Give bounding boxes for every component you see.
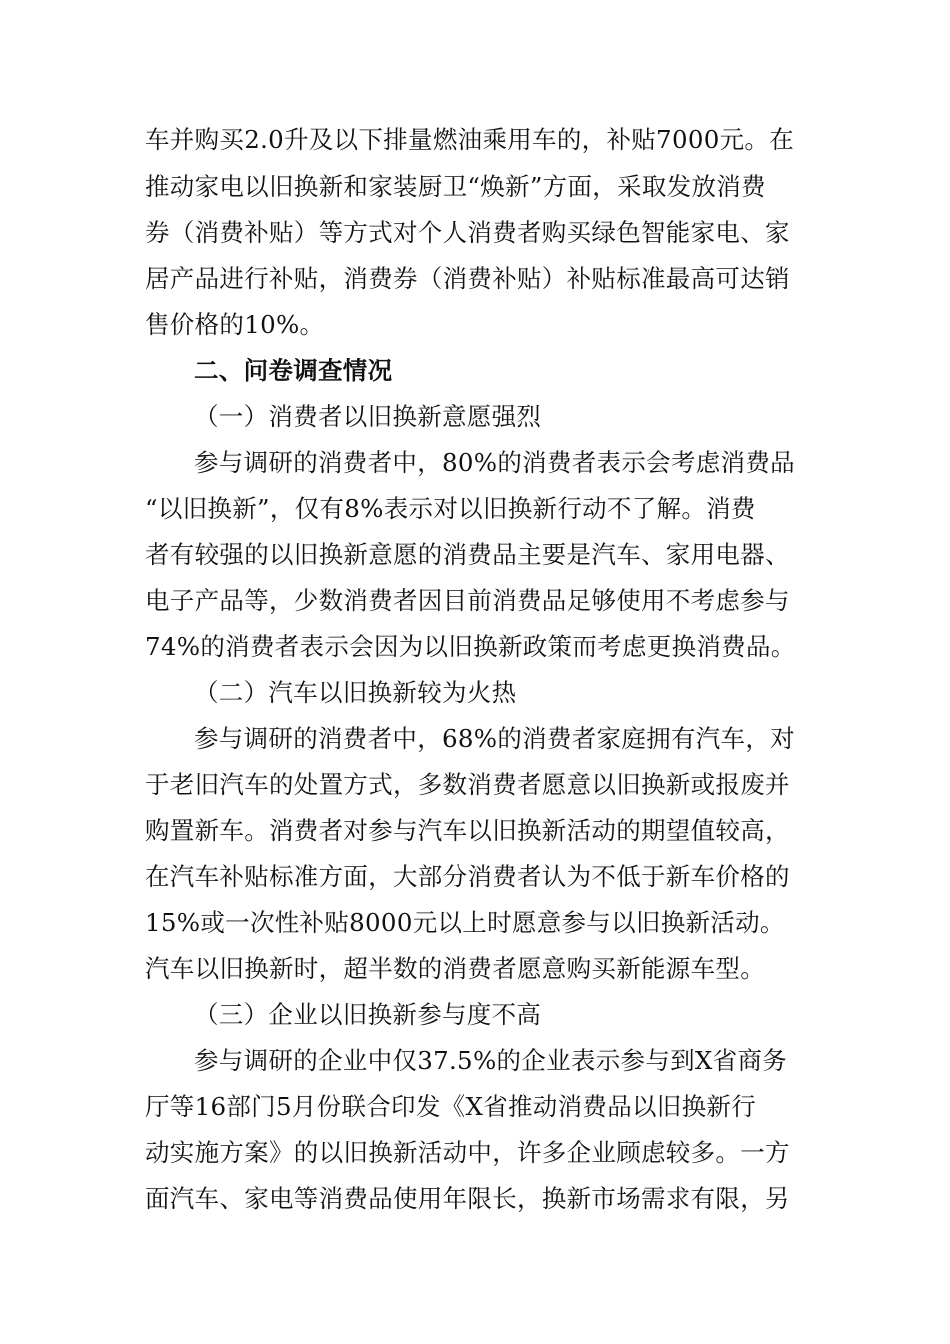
paragraph-line: 汽车以旧换新时，超半数的消费者愿意购买新能源车型。 [145, 954, 765, 983]
paragraph-line: 74%的消费者表示会因为以旧换新政策而考虑更换消费品。 [145, 632, 796, 661]
paragraph-line: 参与调研的消费者中，68%的消费者家庭拥有汽车，对 [194, 724, 795, 753]
paragraph-line: 居产品进行补贴，消费券（消费补贴）补贴标准最高可达销 [145, 264, 790, 293]
paragraph-line: 于老旧汽车的处置方式，多数消费者愿意以旧换新或报废并 [145, 770, 790, 799]
paragraph-line: 推动家电以旧换新和家装厨卫“焕新”方面，采取发放消费 [145, 172, 766, 201]
paragraph-line: 售价格的10%。 [145, 310, 325, 339]
paragraph-line: 参与调研的消费者中，80%的消费者表示会考虑消费品 [194, 448, 795, 477]
paragraph-line: 参与调研的企业中仅37.5%的企业表示参与到X省商务 [194, 1046, 788, 1075]
section-heading: 二、问卷调查情况 [194, 356, 393, 385]
paragraph-line: 在汽车补贴标准方面，大部分消费者认为不低于新车价格的 [145, 862, 790, 891]
subsection-heading: （一）消费者以旧换新意愿强烈 [194, 402, 542, 431]
paragraph-line: 购置新车。消费者对参与汽车以旧换新活动的期望值较高， [145, 816, 790, 845]
subsection-heading: （三）企业以旧换新参与度不高 [194, 1000, 542, 1029]
paragraph-line: 者有较强的以旧换新意愿的消费品主要是汽车、家用电器、 [145, 540, 790, 569]
paragraph-line: 券（消费补贴）等方式对个人消费者购买绿色智能家电、家 [145, 218, 790, 247]
paragraph-line: 厅等16部门5月份联合印发《X省推动消费品以旧换新行 [145, 1092, 757, 1121]
paragraph-line: 15%或一次性补贴8000元以上时愿意参与以旧换新活动。 [145, 908, 785, 937]
paragraph-line: 电子产品等，少数消费者因目前消费品足够使用不考虑参与 [145, 586, 790, 615]
paragraph-line: 动实施方案》的以旧换新活动中，许多企业顾虑较多。一方 [145, 1138, 790, 1167]
paragraph-line: 面汽车、家电等消费品使用年限长，换新市场需求有限，另 [145, 1184, 790, 1213]
paragraph-line: 车并购买2.0升及以下排量燃油乘用车的，补贴7000元。在 [145, 125, 795, 154]
paragraph-line: “以旧换新”，仅有8%表示对以旧换新行动不了解。消费 [145, 494, 756, 523]
subsection-heading: （二）汽车以旧换新较为火热 [194, 678, 517, 707]
